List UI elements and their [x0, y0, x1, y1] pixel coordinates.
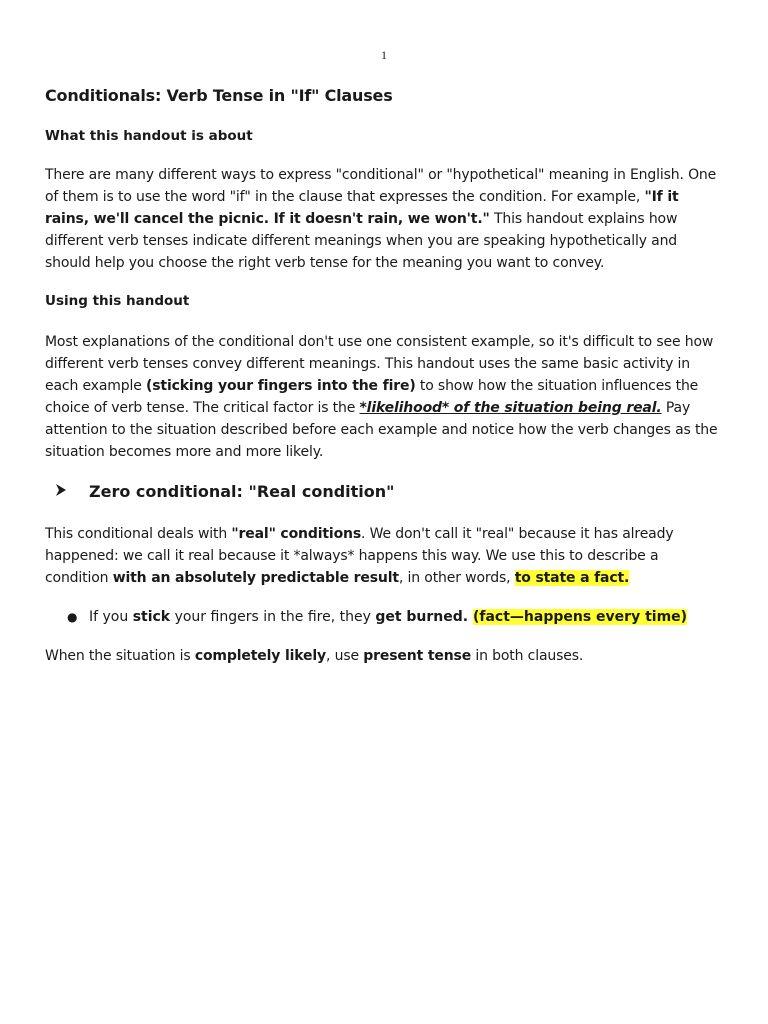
- paragraph-zero: [45, 523, 725, 589]
- using-text-3: Pay attention to the situation described before each example and notice how the verb changes as the situation becomes more and more likely.: [45, 400, 718, 460]
- paragraph-intro: [45, 164, 725, 274]
- using-text: Most explanations of the conditional don't use one consistent example, so it's difficult to see how different verb tenses convey different meanings. This handout uses the same basic activity in each example: [45, 334, 714, 394]
- zero-text-3: , in other words,: [398, 570, 515, 586]
- example-quote: "If it rains, we'll cancel the picnic. If it doesn't rain, we won't.": [45, 189, 679, 227]
- paragraph-using: [45, 331, 725, 463]
- zero-text: This conditional deals with: [45, 526, 232, 542]
- page-number: 1: [381, 48, 387, 62]
- closing-text: When the situation is: [45, 648, 195, 664]
- present-tense-phrase: present tense: [363, 648, 472, 664]
- bullet-text: If you: [89, 609, 133, 625]
- section-heading-using: Using this handout: [45, 293, 190, 309]
- example-bullet: [67, 606, 687, 628]
- section-heading-about: What this handout is about: [45, 128, 253, 144]
- zero-text-2: . We don't call it "real" because it has already happened: we call it real because it *always* happens this way. We use this to describe a condition: [45, 526, 674, 586]
- bullet-verb-burned: get burned: [375, 609, 463, 625]
- bullet-verb-stick: stick: [132, 609, 171, 625]
- bullet-dot-icon: ●: [67, 610, 78, 624]
- arrow-right-icon: [55, 483, 75, 501]
- fact-note-highlight: (fact—happens every time): [473, 609, 688, 625]
- real-conditions-phrase: "real" conditions: [231, 526, 362, 542]
- intro-text-continued: This handout explains how different verb tenses indicate different meanings when you are speaking hypothetically and should help you choose the right verb tense for the meaning you want to convey.: [45, 211, 678, 271]
- intro-text: There are many different ways to express "conditional" or "hypothetical" meaning in English. One of them is to use the word "if" in the clause that expresses the condition. For example,: [45, 167, 717, 205]
- predictable-result-phrase: with an absolutely predictable result: [112, 570, 399, 586]
- activity-phrase: (sticking your fingers into the fire): [145, 378, 416, 394]
- closing-text-3: in both clauses.: [471, 648, 584, 664]
- critical-factor-phrase: *likelihood* of the situation being real.: [359, 400, 662, 416]
- paragraph-closing: [45, 645, 725, 667]
- closing-text-2: , use: [326, 648, 364, 664]
- bullet-text-2: your fingers in the fire, they: [170, 609, 376, 625]
- using-text-2: to show how the situation influences the choice of verb tense. The critical factor is the: [45, 378, 699, 416]
- completely-likely-phrase: completely likely: [194, 648, 327, 664]
- bullet-period: .: [462, 609, 473, 625]
- page-title: Conditionals: Verb Tense in "If" Clauses: [45, 86, 393, 105]
- zero-conditional-title: Zero conditional: "Real condition": [89, 482, 395, 501]
- state-fact-highlight: to state a fact.: [514, 570, 630, 586]
- zero-conditional-heading: [45, 482, 395, 501]
